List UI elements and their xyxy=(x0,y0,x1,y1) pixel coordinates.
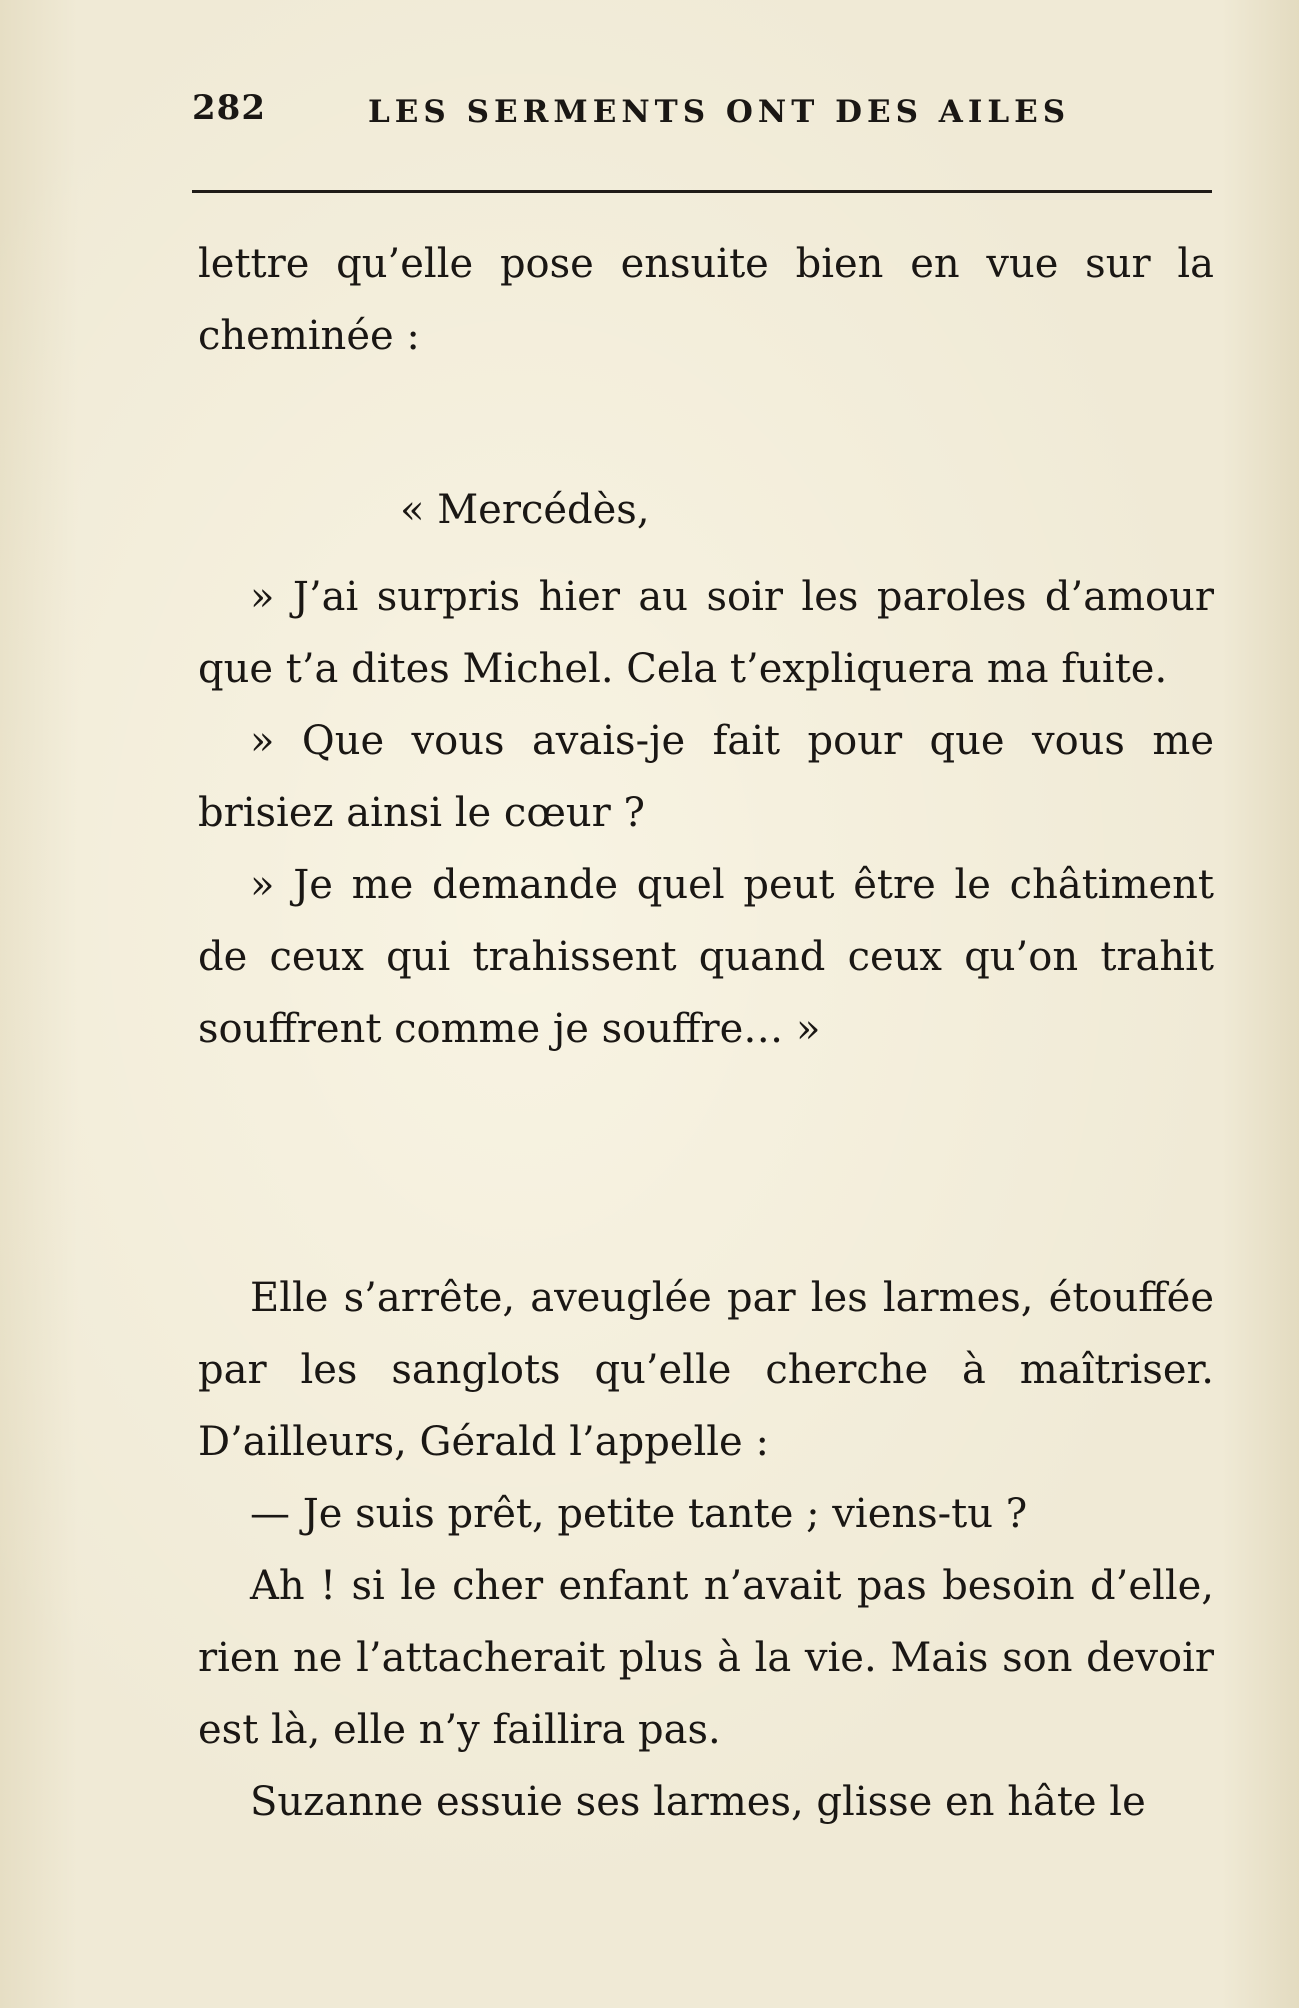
narrative-text xyxy=(198,1262,1214,1838)
opening-text xyxy=(198,228,1214,372)
letter-paragraph: » J’ai surpris hier au soir les paroles d’amour que t’a dites Michel. Cela t’expliquera ma fuite. xyxy=(198,574,1214,692)
page-header xyxy=(192,88,1212,138)
narrative-paragraph: Ah ! si le cher enfant n’avait pas besoin d’elle, rien ne l’attacherait plus à la vie. Mais son devoir est là, elle n’y faillira pas. xyxy=(198,1563,1214,1753)
header-rule xyxy=(192,190,1212,193)
dialogue-line: — Je suis prêt, petite tante ; viens-tu ? xyxy=(250,1491,1028,1537)
letter-body xyxy=(198,561,1214,1065)
running-title: LES SERMENTS ONT DES AILES xyxy=(368,94,1071,130)
letter-salutation: « Mercédès, xyxy=(400,487,650,533)
narrative-paragraph: Elle s’arrête, aveuglée par les larmes, étouffée par les sanglots qu’elle cherche à maîtriser. D’ailleurs, Gérald l’appelle : xyxy=(198,1275,1214,1465)
letter-paragraph: » Je me demande quel peut être le châtiment de ceux qui trahissent quand ceux qu’on trahit souffrent comme je souffre… » xyxy=(198,862,1214,1052)
paragraph-continuation: lettre qu’elle pose ensuite bien en vue sur la cheminée : xyxy=(198,241,1214,359)
page-number: 282 xyxy=(192,88,266,128)
narrative-paragraph: Suzanne essuie ses larmes, glisse en hâte le xyxy=(250,1779,1146,1825)
letter-paragraph: » Que vous avais-je fait pour que vous me brisiez ainsi le cœur ? xyxy=(198,718,1214,836)
